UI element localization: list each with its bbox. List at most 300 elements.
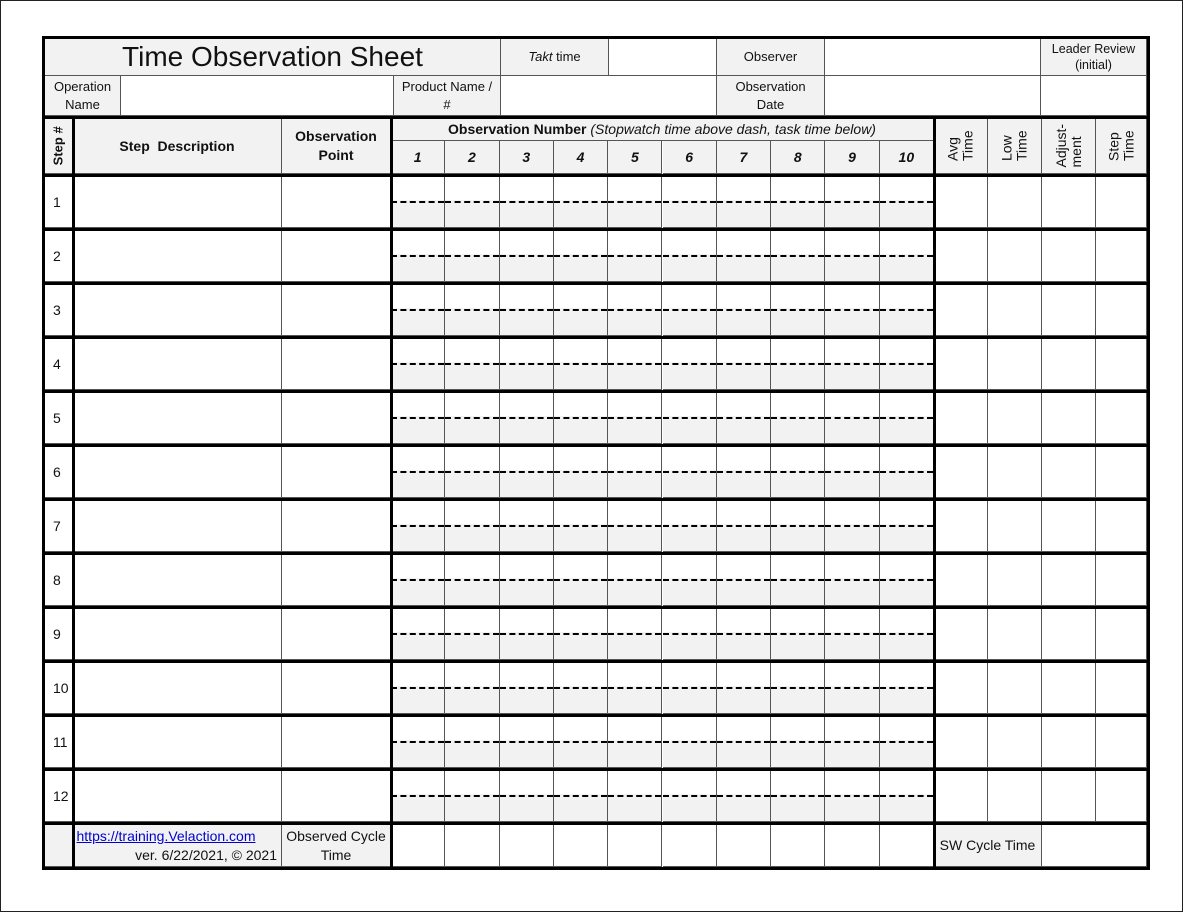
low-time-field[interactable] — [988, 771, 1042, 822]
stopwatch-time-area[interactable] — [500, 609, 553, 634]
stopwatch-time-area[interactable] — [825, 231, 878, 256]
task-time-area[interactable] — [554, 632, 607, 659]
avg-time-field[interactable] — [934, 609, 988, 660]
adjustment-field[interactable] — [1042, 717, 1096, 768]
step-time-field[interactable] — [1096, 393, 1147, 444]
observation-time-cell[interactable] — [445, 771, 499, 822]
task-time-area[interactable] — [608, 470, 661, 497]
observation-time-cell[interactable] — [554, 339, 608, 390]
observation-time-cell[interactable] — [391, 717, 445, 768]
low-time-field[interactable] — [988, 501, 1042, 552]
stopwatch-time-area[interactable] — [608, 663, 661, 688]
observation-time-cell[interactable] — [663, 231, 717, 282]
task-time-area[interactable] — [554, 200, 607, 227]
task-time-area[interactable] — [554, 254, 607, 281]
step-time-field[interactable] — [1096, 771, 1147, 822]
task-time-area[interactable] — [663, 578, 716, 605]
observation-time-cell[interactable] — [663, 177, 717, 228]
stopwatch-time-area[interactable] — [880, 285, 933, 310]
low-time-field[interactable] — [988, 663, 1042, 714]
stopwatch-time-area[interactable] — [500, 717, 553, 742]
task-time-area[interactable] — [391, 200, 444, 227]
observation-time-cell[interactable] — [445, 609, 499, 660]
observed-cycle-time-field[interactable] — [717, 825, 771, 867]
stopwatch-time-area[interactable] — [445, 177, 498, 202]
stopwatch-time-area[interactable] — [825, 285, 878, 310]
task-time-area[interactable] — [880, 578, 933, 605]
low-time-field[interactable] — [988, 717, 1042, 768]
observation-time-cell[interactable] — [663, 717, 717, 768]
observation-time-cell[interactable] — [445, 177, 499, 228]
task-time-area[interactable] — [391, 470, 444, 497]
adjustment-field[interactable] — [1042, 447, 1096, 498]
observation-time-cell[interactable] — [825, 285, 879, 336]
task-time-area[interactable] — [500, 578, 553, 605]
observation-time-cell[interactable] — [825, 177, 879, 228]
observation-time-cell[interactable] — [663, 555, 717, 606]
stopwatch-time-area[interactable] — [825, 177, 878, 202]
task-time-area[interactable] — [500, 524, 553, 551]
avg-time-field[interactable] — [934, 555, 988, 606]
step-time-field[interactable] — [1096, 177, 1147, 228]
step-time-field[interactable] — [1096, 285, 1147, 336]
observation-time-cell[interactable] — [500, 447, 554, 498]
task-time-area[interactable] — [717, 308, 770, 335]
stopwatch-time-area[interactable] — [554, 717, 607, 742]
task-time-area[interactable] — [500, 362, 553, 389]
stopwatch-time-area[interactable] — [771, 231, 824, 256]
stopwatch-time-area[interactable] — [825, 717, 878, 742]
stopwatch-time-area[interactable] — [391, 339, 444, 364]
step-time-field[interactable] — [1096, 609, 1147, 660]
observation-time-cell[interactable] — [717, 177, 771, 228]
task-time-area[interactable] — [663, 416, 716, 443]
stopwatch-time-area[interactable] — [391, 447, 444, 472]
task-time-area[interactable] — [771, 254, 824, 281]
task-time-area[interactable] — [391, 578, 444, 605]
step-time-field[interactable] — [1096, 231, 1147, 282]
stopwatch-time-area[interactable] — [391, 717, 444, 742]
task-time-area[interactable] — [391, 308, 444, 335]
task-time-area[interactable] — [554, 308, 607, 335]
task-time-area[interactable] — [663, 686, 716, 713]
step-time-field[interactable] — [1096, 717, 1147, 768]
observation-point-field[interactable] — [282, 717, 391, 768]
avg-time-field[interactable] — [934, 339, 988, 390]
observation-time-cell[interactable] — [771, 609, 825, 660]
stopwatch-time-area[interactable] — [825, 339, 878, 364]
observation-time-cell[interactable] — [663, 501, 717, 552]
observation-time-cell[interactable] — [717, 339, 771, 390]
observation-point-field[interactable] — [282, 177, 391, 228]
stopwatch-time-area[interactable] — [717, 231, 770, 256]
observation-time-cell[interactable] — [771, 177, 825, 228]
task-time-area[interactable] — [825, 632, 878, 659]
stopwatch-time-area[interactable] — [391, 555, 444, 580]
task-time-area[interactable] — [445, 686, 498, 713]
observation-time-cell[interactable] — [663, 339, 717, 390]
stopwatch-time-area[interactable] — [445, 231, 498, 256]
observation-time-cell[interactable] — [554, 501, 608, 552]
observation-time-cell[interactable] — [608, 609, 662, 660]
stopwatch-time-area[interactable] — [500, 555, 553, 580]
task-time-area[interactable] — [717, 416, 770, 443]
stopwatch-time-area[interactable] — [445, 285, 498, 310]
stopwatch-time-area[interactable] — [771, 771, 824, 796]
avg-time-field[interactable] — [934, 663, 988, 714]
observation-point-field[interactable] — [282, 339, 391, 390]
task-time-area[interactable] — [500, 416, 553, 443]
observation-time-cell[interactable] — [391, 501, 445, 552]
observation-time-cell[interactable] — [445, 501, 499, 552]
task-time-area[interactable] — [771, 686, 824, 713]
adjustment-field[interactable] — [1042, 609, 1096, 660]
observation-point-field[interactable] — [282, 555, 391, 606]
stopwatch-time-area[interactable] — [663, 771, 716, 796]
observation-time-cell[interactable] — [880, 609, 934, 660]
task-time-area[interactable] — [554, 794, 607, 821]
observation-point-field[interactable] — [282, 393, 391, 444]
low-time-field[interactable] — [988, 609, 1042, 660]
low-time-field[interactable] — [988, 393, 1042, 444]
stopwatch-time-area[interactable] — [391, 663, 444, 688]
stopwatch-time-area[interactable] — [608, 555, 661, 580]
observation-time-cell[interactable] — [771, 447, 825, 498]
observation-time-cell[interactable] — [554, 447, 608, 498]
observation-time-cell[interactable] — [554, 717, 608, 768]
observation-time-cell[interactable] — [608, 285, 662, 336]
stopwatch-time-area[interactable] — [771, 555, 824, 580]
observation-time-cell[interactable] — [771, 393, 825, 444]
observation-time-cell[interactable] — [500, 501, 554, 552]
adjustment-field[interactable] — [1042, 231, 1096, 282]
step-description-field[interactable] — [73, 177, 282, 228]
task-time-area[interactable] — [500, 686, 553, 713]
observation-time-cell[interactable] — [500, 555, 554, 606]
task-time-area[interactable] — [880, 632, 933, 659]
task-time-area[interactable] — [880, 740, 933, 767]
task-time-area[interactable] — [608, 740, 661, 767]
observation-time-cell[interactable] — [825, 393, 879, 444]
observed-cycle-time-field[interactable] — [880, 825, 934, 867]
task-time-area[interactable] — [554, 740, 607, 767]
task-time-area[interactable] — [554, 470, 607, 497]
stopwatch-time-area[interactable] — [554, 501, 607, 526]
task-time-area[interactable] — [500, 254, 553, 281]
adjustment-field[interactable] — [1042, 555, 1096, 606]
task-time-area[interactable] — [663, 200, 716, 227]
task-time-area[interactable] — [825, 470, 878, 497]
task-time-area[interactable] — [608, 794, 661, 821]
observation-time-cell[interactable] — [500, 231, 554, 282]
stopwatch-time-area[interactable] — [825, 555, 878, 580]
observed-cycle-time-field[interactable] — [445, 825, 499, 867]
observation-time-cell[interactable] — [391, 609, 445, 660]
stopwatch-time-area[interactable] — [554, 609, 607, 634]
task-time-area[interactable] — [771, 362, 824, 389]
avg-time-field[interactable] — [934, 285, 988, 336]
stopwatch-time-area[interactable] — [717, 285, 770, 310]
observation-time-cell[interactable] — [445, 555, 499, 606]
task-time-area[interactable] — [717, 362, 770, 389]
stopwatch-time-area[interactable] — [717, 609, 770, 634]
task-time-area[interactable] — [554, 362, 607, 389]
observation-time-cell[interactable] — [771, 717, 825, 768]
stopwatch-time-area[interactable] — [771, 717, 824, 742]
product-name-field[interactable] — [501, 76, 717, 116]
stopwatch-time-area[interactable] — [554, 663, 607, 688]
stopwatch-time-area[interactable] — [717, 501, 770, 526]
stopwatch-time-area[interactable] — [500, 501, 553, 526]
low-time-field[interactable] — [988, 285, 1042, 336]
stopwatch-time-area[interactable] — [663, 717, 716, 742]
stopwatch-time-area[interactable] — [391, 231, 444, 256]
stopwatch-time-area[interactable] — [663, 339, 716, 364]
task-time-area[interactable] — [717, 632, 770, 659]
observation-time-cell[interactable] — [663, 393, 717, 444]
leader-review-field[interactable] — [1041, 76, 1147, 116]
stopwatch-time-area[interactable] — [880, 177, 933, 202]
adjustment-field[interactable] — [1042, 339, 1096, 390]
task-time-area[interactable] — [500, 200, 553, 227]
observation-time-cell[interactable] — [717, 555, 771, 606]
stopwatch-time-area[interactable] — [445, 663, 498, 688]
stopwatch-time-area[interactable] — [554, 447, 607, 472]
stopwatch-time-area[interactable] — [391, 771, 444, 796]
step-description-field[interactable] — [73, 771, 282, 822]
observation-time-cell[interactable] — [663, 663, 717, 714]
observation-time-cell[interactable] — [825, 771, 879, 822]
step-time-field[interactable] — [1096, 339, 1147, 390]
task-time-area[interactable] — [663, 308, 716, 335]
stopwatch-time-area[interactable] — [880, 555, 933, 580]
observation-point-field[interactable] — [282, 663, 391, 714]
observation-time-cell[interactable] — [825, 231, 879, 282]
stopwatch-time-area[interactable] — [771, 663, 824, 688]
observation-time-cell[interactable] — [608, 717, 662, 768]
observation-time-cell[interactable] — [445, 663, 499, 714]
observation-time-cell[interactable] — [880, 177, 934, 228]
observation-time-cell[interactable] — [445, 447, 499, 498]
sw-cycle-time-field[interactable] — [1042, 825, 1147, 867]
stopwatch-time-area[interactable] — [771, 393, 824, 418]
stopwatch-time-area[interactable] — [825, 609, 878, 634]
observation-time-cell[interactable] — [771, 555, 825, 606]
observation-time-cell[interactable] — [717, 393, 771, 444]
task-time-area[interactable] — [445, 578, 498, 605]
observed-cycle-time-field[interactable] — [500, 825, 554, 867]
observation-time-cell[interactable] — [608, 771, 662, 822]
stopwatch-time-area[interactable] — [554, 771, 607, 796]
observed-cycle-time-field[interactable] — [663, 825, 717, 867]
stopwatch-time-area[interactable] — [608, 501, 661, 526]
stopwatch-time-area[interactable] — [717, 663, 770, 688]
stopwatch-time-area[interactable] — [663, 447, 716, 472]
stopwatch-time-area[interactable] — [608, 231, 661, 256]
task-time-area[interactable] — [880, 200, 933, 227]
step-description-field[interactable] — [73, 447, 282, 498]
observation-time-cell[interactable] — [880, 285, 934, 336]
stopwatch-time-area[interactable] — [825, 663, 878, 688]
task-time-area[interactable] — [825, 254, 878, 281]
task-time-area[interactable] — [391, 524, 444, 551]
stopwatch-time-area[interactable] — [717, 177, 770, 202]
task-time-area[interactable] — [825, 200, 878, 227]
task-time-area[interactable] — [554, 578, 607, 605]
stopwatch-time-area[interactable] — [445, 339, 498, 364]
task-time-area[interactable] — [608, 362, 661, 389]
task-time-area[interactable] — [445, 632, 498, 659]
task-time-area[interactable] — [391, 740, 444, 767]
observation-time-cell[interactable] — [500, 393, 554, 444]
observation-time-cell[interactable] — [608, 231, 662, 282]
stopwatch-time-area[interactable] — [500, 447, 553, 472]
stopwatch-time-area[interactable] — [608, 393, 661, 418]
task-time-area[interactable] — [391, 686, 444, 713]
observation-time-cell[interactable] — [717, 609, 771, 660]
observation-time-cell[interactable] — [608, 177, 662, 228]
low-time-field[interactable] — [988, 231, 1042, 282]
low-time-field[interactable] — [988, 447, 1042, 498]
avg-time-field[interactable] — [934, 231, 988, 282]
task-time-area[interactable] — [771, 578, 824, 605]
stopwatch-time-area[interactable] — [663, 555, 716, 580]
task-time-area[interactable] — [825, 362, 878, 389]
observation-time-cell[interactable] — [391, 663, 445, 714]
task-time-area[interactable] — [880, 686, 933, 713]
task-time-area[interactable] — [717, 740, 770, 767]
task-time-area[interactable] — [717, 524, 770, 551]
stopwatch-time-area[interactable] — [391, 285, 444, 310]
task-time-area[interactable] — [500, 794, 553, 821]
task-time-area[interactable] — [663, 632, 716, 659]
stopwatch-time-area[interactable] — [825, 393, 878, 418]
observation-time-cell[interactable] — [554, 609, 608, 660]
stopwatch-time-area[interactable] — [663, 177, 716, 202]
step-description-field[interactable] — [73, 285, 282, 336]
observation-time-cell[interactable] — [608, 555, 662, 606]
stopwatch-time-area[interactable] — [880, 339, 933, 364]
stopwatch-time-area[interactable] — [500, 771, 553, 796]
task-time-area[interactable] — [445, 254, 498, 281]
velaction-link[interactable]: https://training.Velaction.com — [76, 827, 256, 844]
task-time-area[interactable] — [500, 470, 553, 497]
stopwatch-time-area[interactable] — [554, 231, 607, 256]
task-time-area[interactable] — [663, 740, 716, 767]
stopwatch-time-area[interactable] — [771, 177, 824, 202]
observation-time-cell[interactable] — [500, 177, 554, 228]
step-time-field[interactable] — [1096, 555, 1147, 606]
stopwatch-time-area[interactable] — [880, 609, 933, 634]
task-time-area[interactable] — [717, 254, 770, 281]
stopwatch-time-area[interactable] — [880, 501, 933, 526]
stopwatch-time-area[interactable] — [663, 231, 716, 256]
adjustment-field[interactable] — [1042, 771, 1096, 822]
task-time-area[interactable] — [880, 362, 933, 389]
stopwatch-time-area[interactable] — [500, 339, 553, 364]
stopwatch-time-area[interactable] — [500, 231, 553, 256]
observation-time-cell[interactable] — [554, 663, 608, 714]
stopwatch-time-area[interactable] — [717, 339, 770, 364]
task-time-area[interactable] — [608, 686, 661, 713]
stopwatch-time-area[interactable] — [445, 393, 498, 418]
stopwatch-time-area[interactable] — [880, 663, 933, 688]
observation-time-cell[interactable] — [391, 285, 445, 336]
stopwatch-time-area[interactable] — [825, 447, 878, 472]
stopwatch-time-area[interactable] — [445, 447, 498, 472]
task-time-area[interactable] — [771, 200, 824, 227]
stopwatch-time-area[interactable] — [825, 501, 878, 526]
observation-time-cell[interactable] — [880, 231, 934, 282]
adjustment-field[interactable] — [1042, 393, 1096, 444]
observation-time-cell[interactable] — [663, 285, 717, 336]
observation-time-cell[interactable] — [391, 339, 445, 390]
stopwatch-time-area[interactable] — [771, 285, 824, 310]
stopwatch-time-area[interactable] — [500, 285, 553, 310]
stopwatch-time-area[interactable] — [554, 339, 607, 364]
observed-cycle-time-field[interactable] — [771, 825, 825, 867]
stopwatch-time-area[interactable] — [880, 447, 933, 472]
task-time-area[interactable] — [880, 470, 933, 497]
task-time-area[interactable] — [880, 254, 933, 281]
task-time-area[interactable] — [391, 794, 444, 821]
stopwatch-time-area[interactable] — [445, 609, 498, 634]
task-time-area[interactable] — [717, 470, 770, 497]
observation-time-cell[interactable] — [608, 501, 662, 552]
observation-time-cell[interactable] — [880, 717, 934, 768]
observation-time-cell[interactable] — [391, 231, 445, 282]
stopwatch-time-area[interactable] — [825, 771, 878, 796]
observation-point-field[interactable] — [282, 285, 391, 336]
observation-time-cell[interactable] — [717, 447, 771, 498]
step-time-field[interactable] — [1096, 663, 1147, 714]
stopwatch-time-area[interactable] — [391, 393, 444, 418]
stopwatch-time-area[interactable] — [880, 771, 933, 796]
task-time-area[interactable] — [445, 362, 498, 389]
task-time-area[interactable] — [445, 308, 498, 335]
observation-time-cell[interactable] — [717, 501, 771, 552]
observation-time-cell[interactable] — [608, 393, 662, 444]
task-time-area[interactable] — [608, 254, 661, 281]
task-time-area[interactable] — [608, 308, 661, 335]
observation-time-cell[interactable] — [825, 663, 879, 714]
observation-time-cell[interactable] — [391, 555, 445, 606]
observation-time-cell[interactable] — [500, 339, 554, 390]
stopwatch-time-area[interactable] — [717, 555, 770, 580]
observation-time-cell[interactable] — [391, 447, 445, 498]
observation-time-cell[interactable] — [391, 393, 445, 444]
observation-time-cell[interactable] — [554, 285, 608, 336]
task-time-area[interactable] — [825, 578, 878, 605]
task-time-area[interactable] — [717, 578, 770, 605]
task-time-area[interactable] — [825, 308, 878, 335]
observation-time-cell[interactable] — [717, 285, 771, 336]
stopwatch-time-area[interactable] — [391, 609, 444, 634]
task-time-area[interactable] — [825, 686, 878, 713]
observation-time-cell[interactable] — [391, 771, 445, 822]
stopwatch-time-area[interactable] — [717, 393, 770, 418]
avg-time-field[interactable] — [934, 177, 988, 228]
task-time-area[interactable] — [825, 740, 878, 767]
stopwatch-time-area[interactable] — [391, 501, 444, 526]
low-time-field[interactable] — [988, 339, 1042, 390]
task-time-area[interactable] — [717, 200, 770, 227]
stopwatch-time-area[interactable] — [554, 393, 607, 418]
observer-field[interactable] — [825, 39, 1041, 76]
observation-time-cell[interactable] — [880, 447, 934, 498]
task-time-area[interactable] — [825, 416, 878, 443]
observed-cycle-time-field[interactable] — [554, 825, 608, 867]
